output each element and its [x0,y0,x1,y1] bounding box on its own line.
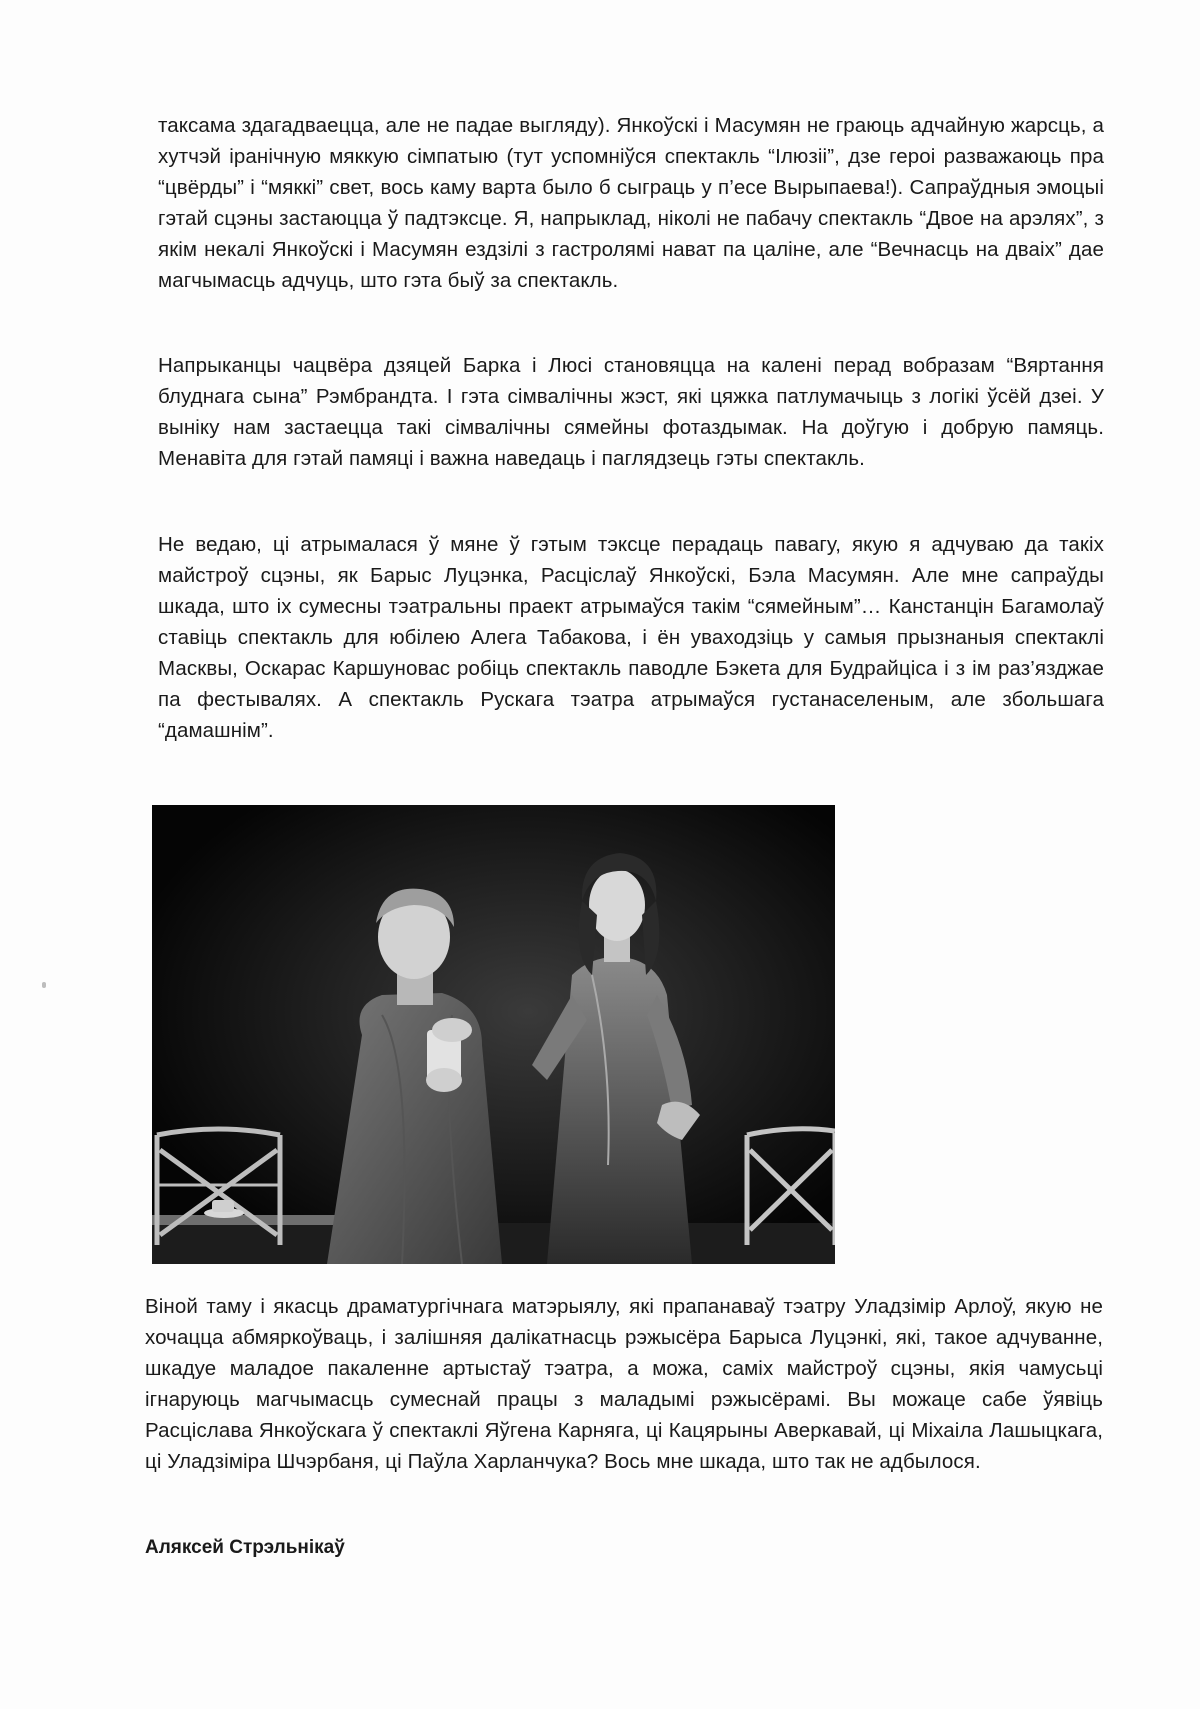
scan-artifact [42,982,46,988]
stage-photo [152,805,835,1264]
author-signature: Аляксей Стрэльнікаў [145,1537,345,1558]
paragraph-1: таксама здагадваецца, але не падае выгляду). Янкоўскі і Масумян не граюць адчайную жарсць, а хутчэй іранічную мяккую сімпатыю (тут успомніўся спектакль “Ілюзіі”, дзе героі разважаюць пра “цвёрды” і “мяккі” свет, вось каму варта было б сыграць у п’есе Вырыпаева!). Сапраўдныя эмоцыі гэтай сцэны застаюцца ў падтэксце. Я, напрыклад, ніколі не пабачу спектакль “Двое на арэлях”, з якім некалі Янкоўскі і Масумян ездзілі з гастролямі нават па цаліне, але “Вечнасць на дваіх” дае магчымасць адчуць, што гэта быў за спектакль. [158,114,1104,292]
paragraph-4: Віной таму і якасць драматургічнага матэрыялу, які прапанаваў тэатру Уладзімір Арлоў, якую не хочацца абмяркоўваць, і залішняя далікатнасць рэжысёра Барыса Луцэнкі, які, такое адчуванне, шкадуе маладое пакаленне артыстаў тэатра, а можа, саміх майстроў сцэны, якія чамусьці ігнаруюць магчымасць сумеснай працы з маладымі рэжысёрамі. Вы можаце сабе ўявіць Расціслава Янкоўскага ў спектаклі Яўгена Карняга, ці Кацярыны Аверкавай, ці Міхаіла Лашыцкага, ці Уладзіміра Шчэрбаня, ці Паўла Харланчука? Вось мне шкада, што так не адбылося. [145,1295,1103,1473]
paragraph-3: Не ведаю, ці атрымалася ў мяне ў гэтым тэксце перадаць павагу, якую я адчуваю да такіх майстроў сцэны, як Барыс Луцэнка, Расціслаў Янкоўскі, Бэла Масумян. Але мне сапраўды шкада, што іх сумесны тэатральны праект атрымаўся такім “сямейным”… Канстанцін Багамолаў ставіць спектакль для юбілею Алега Табакова, і ён уваходзіць у самыя прызнаныя спектаклі Масквы, Оскарас Каршуновас робіць спектакль паводле Бэкета для Будрайціса і з ім раз’язджае па фестывалях. А спектакль Рускага тэатра атрымаўся густанаселеным, але збольшага “дамашнім”. [158,533,1104,742]
cup [212,1200,234,1212]
stage-photo-illustration [152,805,835,1264]
paragraph-2: Напрыканцы чацвёра дзяцей Барка і Люсі становяцца на калені перад вобразам “Вяртання блуднага сына” Рэмбрандта. І гэта сімвалічны жэст, які цяжка патлумачыць з логікі ўсёй дзеі. У выніку нам застаецца такі сімвалічны сямейны фотаздымак. На доўгую і добрую памяць. Менавіта для гэтай памяці і важна наведаць і паглядзець гэты спектакль. [158,354,1104,470]
